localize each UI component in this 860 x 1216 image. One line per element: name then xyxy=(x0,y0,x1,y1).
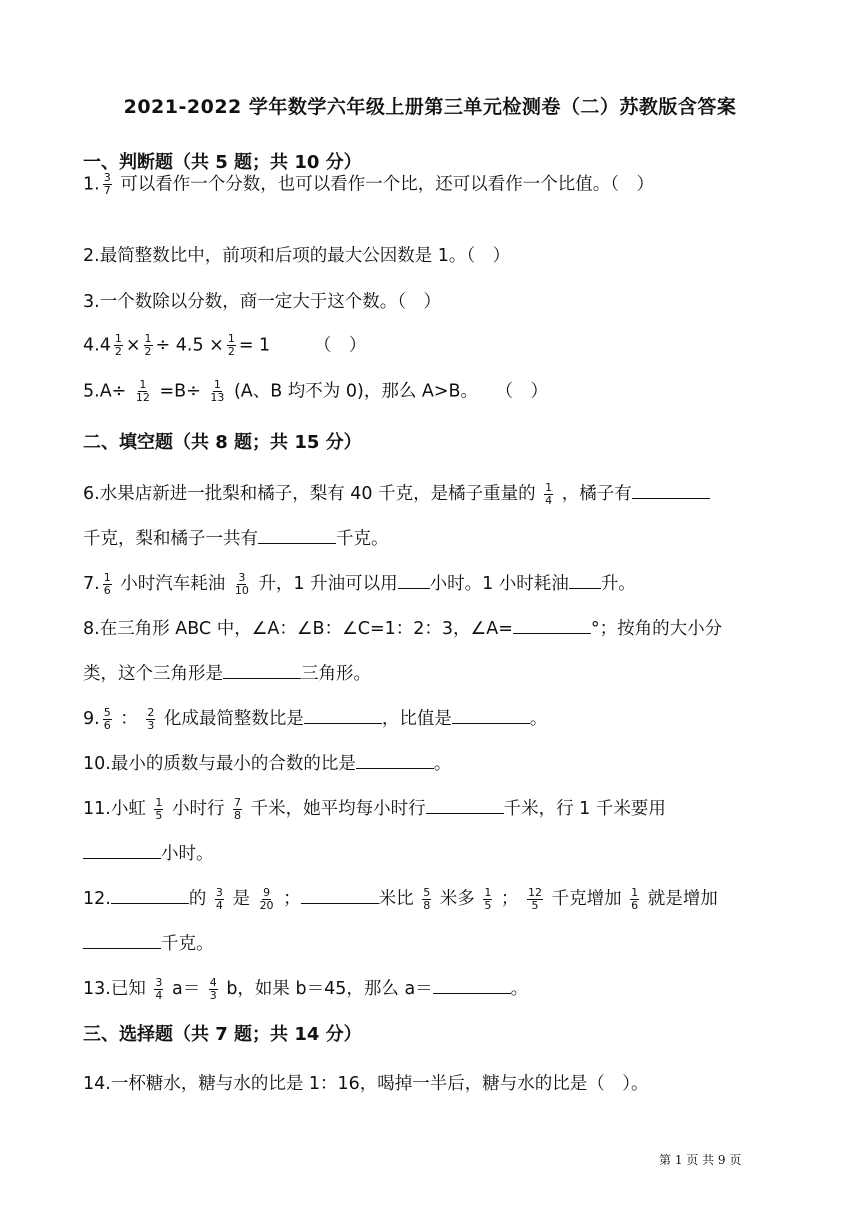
page-footer: 第 1 页 共 9 页 xyxy=(659,1153,742,1167)
fraction: $\frac{3}{4}$ xyxy=(155,975,163,1002)
question-8-line-2: 类，这个三角形是 三角形。 xyxy=(83,660,371,686)
fraction: $\frac{1}{2}$ xyxy=(114,332,122,358)
question-14: 14.一杯糖水，糖与水的比是 1：16，喝掉一半后，糖与水的比是（ ）。 xyxy=(83,1074,649,1094)
fraction: $\frac{2}{3}$ xyxy=(147,705,155,732)
question-3: 3.一个数除以分数，商一定大于这个数。（ ） xyxy=(83,292,441,312)
fraction: $\frac{9}{20}$ xyxy=(259,885,274,912)
fraction: $\frac{7}{8}$ xyxy=(234,795,242,822)
question-8-line-1: 8.在三角形 ABC 中，∠A：∠B：∠C=1：2：3，∠A= °；按角的大小分 xyxy=(83,615,722,641)
fraction: $\frac{1}{5}$ xyxy=(484,885,492,912)
question-10: 10.最小的质数与最小的合数的比是 。 xyxy=(83,750,451,776)
answer-blank[interactable] xyxy=(258,525,336,544)
question-4: 4.4 $\frac{1}{2}$ × $\frac{1}{2}$ ÷ 4.5 × $\frac{1}{2}$ = 1 （ ） xyxy=(83,332,367,358)
section-heading-fill: 二、填空题（共 8 题；共 15 分） xyxy=(83,432,362,453)
answer-blank[interactable] xyxy=(569,570,601,589)
answer-blank[interactable] xyxy=(83,930,161,949)
fraction: $\frac{12}{5}$ xyxy=(528,885,542,912)
page-title: 2021-2022 学年数学六年级上册第三单元检测卷（二）苏教版含答案 xyxy=(123,96,737,118)
fraction: $\frac{5}{8}$ xyxy=(423,885,431,912)
answer-blank[interactable] xyxy=(632,480,710,499)
fraction: $\frac{1}{13}$ xyxy=(210,378,225,404)
question-5: 5.A÷ $\frac{1}{12}$ =B÷ $\frac{1}{13}$ (A、B 均不为 0)，那么 A>B。 （ ） xyxy=(83,378,549,404)
fraction: $\frac{3}{4}$ xyxy=(215,885,223,912)
fraction: $\frac{1}{12}$ xyxy=(135,378,150,404)
fraction: $\frac{1}{6}$ xyxy=(631,885,639,912)
fraction: $\frac{3}{10}$ xyxy=(234,570,249,597)
question-7: 7. $\frac{1}{6}$ 小时汽车耗油 $\frac{3}{10}$ 升，1 升油可以用 小时。1 小时耗油 升。 xyxy=(83,570,636,597)
answer-blank[interactable] xyxy=(433,975,511,994)
question-9: 9. $\frac{5}{6}$ ： $\frac{2}{3}$ 化成最简整数比是 ，比值是 。 xyxy=(83,705,548,732)
question-12-line-2: 千克。 xyxy=(83,930,214,956)
answer-blank[interactable] xyxy=(452,705,530,724)
section-heading-choice: 三、选择题（共 7 题；共 14 分） xyxy=(83,1024,362,1045)
fraction: $\frac{3}{7}$ xyxy=(103,171,111,197)
question-1: 1. $\frac{3}{7}$ 可以看作一个分数，也可以看作一个比，还可以看作一个比值。（ ） xyxy=(83,171,655,197)
question-6-line-2: 千克，梨和橘子一共有 千克。 xyxy=(83,525,389,551)
answer-blank[interactable] xyxy=(111,885,189,904)
section-heading-judgment: 一、判断题（共 5 题；共 10 分） xyxy=(83,152,362,173)
question-2: 2.最简整数比中，前项和后项的最大公因数是 1。（ ） xyxy=(83,246,511,266)
fraction: $\frac{1}{2}$ xyxy=(144,332,152,358)
fraction: $\frac{5}{6}$ xyxy=(103,705,111,732)
fraction: $\frac{1}{2}$ xyxy=(227,332,235,358)
question-11-line-1: 11.小虹 $\frac{1}{5}$ 小时行 $\frac{7}{8}$ 千米，她平均每小时行 千米，行 1 千米要用 xyxy=(83,795,666,822)
answer-blank[interactable] xyxy=(398,570,430,589)
answer-blank[interactable] xyxy=(304,705,382,724)
fraction: $\frac{1}{6}$ xyxy=(103,570,111,597)
answer-blank[interactable] xyxy=(223,660,301,679)
answer-blank[interactable] xyxy=(356,750,434,769)
fraction: $\frac{4}{3}$ xyxy=(209,975,217,1002)
fraction: $\frac{1}{4}$ xyxy=(545,480,553,507)
answer-blank[interactable] xyxy=(513,615,591,634)
question-6-line-1: 6.水果店新进一批梨和橘子，梨有 40 千克，是橘子重量的 $\frac{1}{4}$ ，橘子有 xyxy=(83,480,710,507)
question-13: 13.已知 $\frac{3}{4}$ a＝ $\frac{4}{3}$ b，如果 b＝45，那么 a＝ 。 xyxy=(83,975,529,1002)
question-11-line-2: 小时。 xyxy=(83,840,214,866)
question-12-line-1: 12. 的 $\frac{3}{4}$ 是 $\frac{9}{20}$ ； 米比 $\frac{5}{8}$ 米多 $\frac{1}{5}$ ； $\frac{12}{5}$ 千克增加 $\frac{1}{6}$ 就是增加 xyxy=(83,885,718,912)
fraction: $\frac{1}{5}$ xyxy=(155,795,163,822)
answer-blank[interactable] xyxy=(301,885,379,904)
answer-blank[interactable] xyxy=(426,795,504,814)
answer-blank[interactable] xyxy=(83,840,161,859)
